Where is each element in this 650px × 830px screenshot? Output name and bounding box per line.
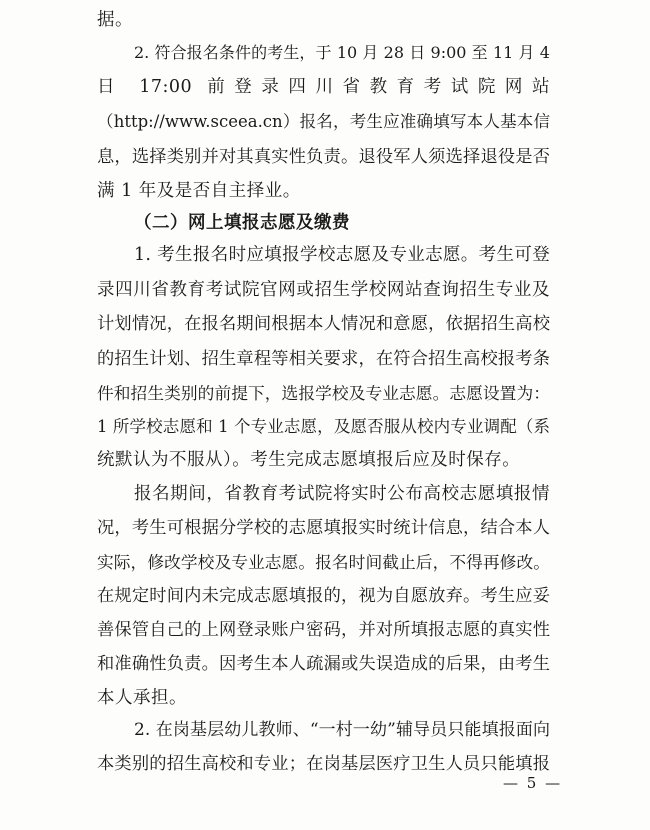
text-line: 本类别的招生高校和专业；在岗基层医疗卫生人员只能填报 xyxy=(97,754,550,774)
text-line: 2. 在岗基层幼儿教师、“一村一幼”辅导员只能填报面向 xyxy=(134,720,550,740)
text-line: 2. 符合报名条件的考生，于 10 月 28 日 9:00 至 11 月 4 xyxy=(134,43,550,62)
text-line: 在规定时间内未完成志愿填报的，视为自愿放弃。考生应妥 xyxy=(97,586,550,606)
text-line: 和准确性负责。因考生本人疏漏或失误造成的后果，由考生 xyxy=(97,654,550,674)
text-line: 录四川省教育考试院官网或招生学校网站查询招生专业及 xyxy=(97,280,550,300)
text-line: 满 1 年及是否自主择业。 xyxy=(97,181,301,201)
text-line: 日 17:00 前登录四川省教育考试院网站 xyxy=(97,77,550,97)
text-line: 实际，修改学校及专业志愿。报名时间截止后，不得再修改。 xyxy=(97,552,550,572)
text-line: 况，考生可根据分学校的志愿填报实时统计信息，结合本人 xyxy=(97,518,550,538)
text-line: 本人承担。 xyxy=(97,688,187,708)
text-line: 善保管自己的上网登录账户密码，并对所填报志愿的真实性 xyxy=(97,620,550,640)
text-line: 报名期间，省教育考试院将实时公布高校志愿填报情 xyxy=(134,484,550,504)
text-line: 统默认为不服从）。考生完成志愿填报后应及时保存。 xyxy=(97,450,521,470)
text-line: 1. 考生报名时应填报学校志愿及专业志愿。考生可登 xyxy=(134,245,550,265)
text-line: 息，选择类别并对其真实性负责。退役军人须选择退役是否 xyxy=(97,147,550,167)
text-line: 1 所学校志愿和 1 个专业志愿，及愿否服从校内专业调配（系 xyxy=(97,417,550,436)
text-line: 计划情况，在报名期间根据本人情况和意愿，依据招生高校 xyxy=(97,314,550,334)
section-heading: （二）网上填报志愿及缴费 xyxy=(134,213,350,233)
page-number: — 5 — xyxy=(503,774,563,792)
text-line: 的招生计划、招生章程等相关要求，在符合招生高校报考条 xyxy=(97,349,550,369)
text-line: 据。 xyxy=(97,10,133,30)
text-line: 件和招生类别的前提下，选报学校及专业志愿。志愿设置为： xyxy=(97,383,550,403)
text-line: （http://www.sceea.cn）报名，考生应准确填写本人基本信 xyxy=(97,112,550,131)
